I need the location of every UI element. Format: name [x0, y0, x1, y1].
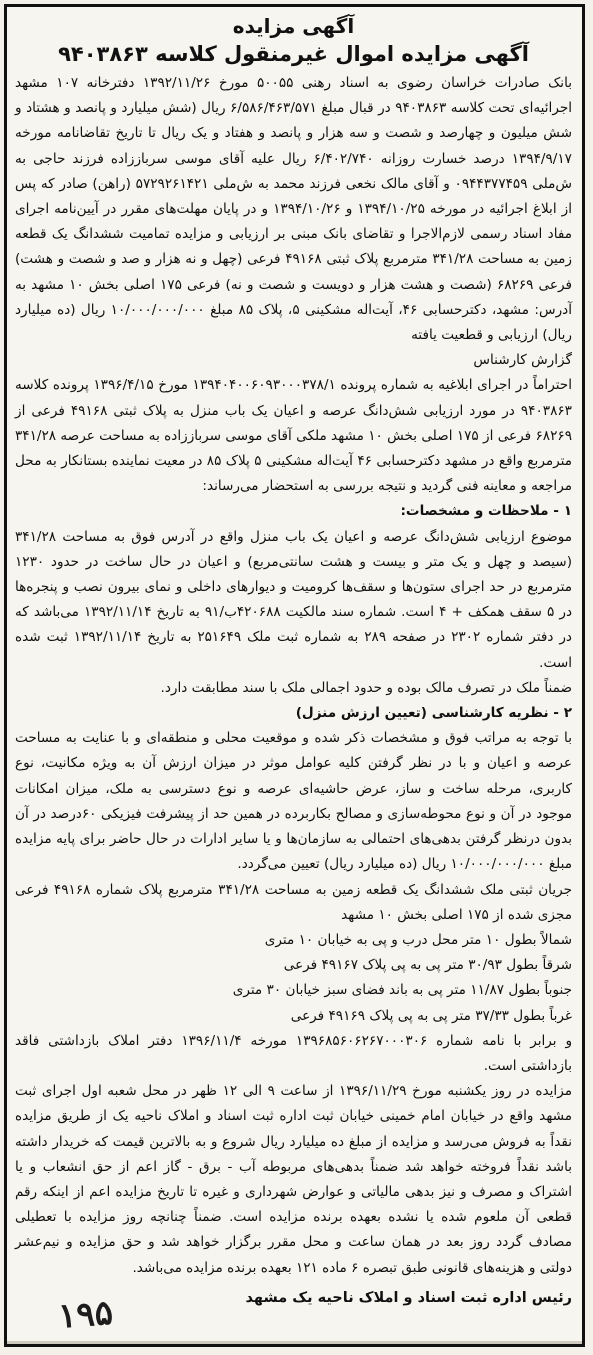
auction-notice	[4, 4, 585, 1347]
handwritten-number: ۱۹۵	[56, 1292, 115, 1337]
expert-report-heading: گزارش کارشناس	[473, 352, 572, 369]
section-1-heading: ۱ - ملاحظات و مشخصات:	[400, 503, 572, 520]
intro-paragraph: بانک صادرات خراسان رضوی به اسناد رهنی ۵۰۰۵۵ مورخ ۱۳۹۲/۱۱/۲۶ دفترخانه ۱۰۷ مشهد اجرائیه‌ای تحت کلاسه ۹۴۰۳۸۶۳ در قبال مبلغ ۶/۵۸۶/۴۶۳/۵۷۱ ریال (شش میلیارد و پانصد و هشتاد و شش میلیون و چهارصد و شصت و سه هزار و پانصد و هفتاد و یک ریال تا تاریخ تقاضانامه مورخه ۱۳۹۴/۹/۱۷ درصد خسارت روزانه ۶/۴۰۲/۷۴۰ ریال علیه آقای موسی سرباززاده فرزند حاجی به ش‌ملی ۰۹۴۴۳۷۷۴۵۹ و آقای مالک نخعی فرزند محمد به ش‌ملی ۵۷۲۹۲۶۱۴۲۱ (راهن) صادر که پس از ابلاغ اجرائیه در مورخه ۱۳۹۴/۱۰/۲۵ و ۱۳۹۴/۱۰/۲۶ و در پایان مهلت‌های مقرر در آیین‌نامه اجرای مفاد اسناد رسمی لازم‌الاجرا و تقاضای بانک مبنی بر ارزیابی و مزایده تمامیت ششدانگ یک قطعه زمین به مساحت ۳۴۱/۲۸ مترمربع پلاک ثبتی ۴۹۱۶۸ فرعی (چهل و نه هزار و صد و شصت و هشت) فرعی ۶۸۲۶۹ (شصت و هشت هزار و دویست و شصت و نه) فرعی ۱۷۵ اصلی بخش ۱۰ مشهد به آدرس: مشهد، دکترحسابی ۴۶، آیت‌اله مشکینی ۵، پلاک ۸۵ مبلغ ۱۰/۰۰۰/۰۰۰/۰۰۰ ریال (ده میلیارد ریال) ارزیابی و قطعیت یافته	[15, 75, 573, 344]
signature-line: رئیس اداره ثبت اسناد و املاک ناحیه یک مشهد	[245, 1289, 572, 1306]
possession-paragraph: ضمناً ملک در تصرف مالک بوده و حدود اجمالی ملک با سند مطابقت دارد.	[160, 679, 572, 696]
notice-title: آگهی مزایده	[232, 14, 355, 38]
notice-subtitle: آگهی مزایده اموال غیرمنقول کلاسه ۹۴۰۳۸۶۳	[58, 42, 529, 66]
auction-details-paragraph: مزایده در روز یکشنبه مورخ ۱۳۹۶/۱۱/۲۹ از ساعت ۹ الی ۱۲ ظهر در محل شعبه اول اجرای ثبت مشهد واقع در خیابان امام خمینی خیابان ثبت اداره ثبت اسناد و املاک ناحیه یک از طریق مزایده نقداً به فروش می‌رسد و مزایده از مبلغ ده میلیارد ریال شروع و به بالاترین قیمت که خریدار داشته باشد نقداً فروخته خواهد شد ضمناً بدهی‌های مربوطه آب - برق - گاز اعم از حق انشعاب و یا اشتراک و مصرف و نیز بدهی مالیاتی و عوارض شهرداری و غیره تا تاریخ مزایده اعم از اینکه رقم قطعی آن ملعوم شده یا نشده بعهده برنده مزایده است. ضمناً چنانچه روز مزایده با تعطیلی مصادف گردد روز بعد در همان ساعت و محل مقرر برگزار خواهد شد و حق مزایده و نیم‌عشر دولتی و هزینه‌های قانونی طبق تبصره ۶ ماده ۱۲۱ بعهده برنده مزایده می‌باشد.	[15, 1083, 572, 1276]
registration-paragraph: جریان ثبتی ملک ششدانگ یک قطعه زمین به مساحت ۳۴۱/۲۸ مترمربع پلاک شماره ۴۹۱۶۸ فرعی مجزی شده از ۱۷۵ اصلی بخش ۱۰ مشهد	[15, 881, 573, 923]
bound-north: شمالاً بطول ۱۰ متر محل درب و پی به خیابان ۱۰ متری	[264, 931, 572, 948]
seizure-paragraph: و برابر با نامه شماره ۱۳۹۶۸۵۶۰۶۲۶۷۰۰۰۳۰۶ مورخه ۱۳۹۶/۱۱/۴ دفتر املاک بازداشتی فاقد بازداشتی است.	[15, 1032, 573, 1074]
bound-east: شرقاً بطول ۳۰/۹۳ متر پی به پی پلاک ۴۹۱۶۷ فرعی	[283, 957, 572, 974]
section-2-heading: ۲ - نظریه کارشناسی (تعیین ارزش منزل)	[295, 705, 572, 722]
valuation-paragraph: با توجه به مراتب فوق و مشخصات ذکر شده و موقعیت محلی و منطقه‌ای و با عنایت به مساحت عرصه و اعیان و با در نظر گرفتن کلیه عوامل موثر در میزان ارزش آن به ویژه مکانیت، نوع کاربری، مرحله ساخت و ساز، عرض حاشیه‌ای عرصه و نوع دسترسی به ملک، میزان امکانات موجود در آن و نوع محوطه‌سازی و مصالح بکاربرده در همین حد از پیشرفت فیزیکی ۶۰درصد در آن بدون درنظر گرفتن بدهی‌های احتمالی به سازمان‌ها و یا سایر ادارات در حال حاضر برای پایه مزایده مبلغ ۱۰/۰۰۰/۰۰۰/۰۰۰ ریال (ده میلیارد ریال) تعیین می‌گردد.	[15, 730, 572, 873]
expert-report-paragraph: احتراماً در اجرای ابلاغیه به شماره پرونده ۱۳۹۴۰۴۰۰۶۰۹۳۰۰۰۳۷۸/۱ مورخ ۱۳۹۶/۴/۱۵ پرونده کلاسه ۹۴۰۳۸۶۳ در مورد ارزیابی شش‌دانگ عرصه و اعیان یک باب منزل به پلاک ثبتی ۴۹۱۶۸ فرعی از ۶۸۲۶۹ فرعی از ۱۷۵ اصلی بخش ۱۰ مشهد ملکی آقای موسی سرباززاده به مساحت عرصه ۳۴۱/۲۸ مترمربع واقع در مشهد دکترحسابی ۴۶ آیت‌اله مشکینی ۵ پلاک ۸۵ در معیت نماینده بستانکار به محل مراجعه و معاینه فنی گردید و نتیجه بررسی به استحضار می‌رساند:	[14, 377, 572, 495]
bound-south: جنوباً بطول ۱۱/۸۷ متر پی به باند فضای سبز خیابان ۳۰ متری	[232, 982, 572, 999]
bound-west: غرباً بطول ۳۷/۳۳ متر پی به پی پلاک ۴۹۱۶۹ فرعی	[290, 1007, 572, 1024]
bottom-divider	[7, 1341, 582, 1344]
specifications-paragraph: موضوع ارزیابی شش‌دانگ عرصه و اعیان یک باب منزل واقع در آدرس فوق به مساحت ۳۴۱/۲۸ (سیصد و چهل و یک متر و بیست و هشت سانتی‌مربع) و اعیان در حال ساخت در حدود ۱۲۳۰ مترمربع در حد اجرای ستون‌ها و سقف‌ها کرومیت و دیوارهای داخلی و نمای بیرون نصب و پنجره‌ها در ۵ سقف همکف + ۴ است. شماره سند مالکیت ۴۲۰۶۸۸ب/۹۱ به تاریخ ۱۳۹۲/۱۱/۱۴ می‌باشد که در دفتر شماره ۲۳۰۲ در صفحه ۲۸۹ به شماره ثبت ملک ۲۵۱۶۴۹ به تاریخ ۱۳۹۲/۱۱/۱۴ ثبت شده است.	[15, 528, 573, 671]
